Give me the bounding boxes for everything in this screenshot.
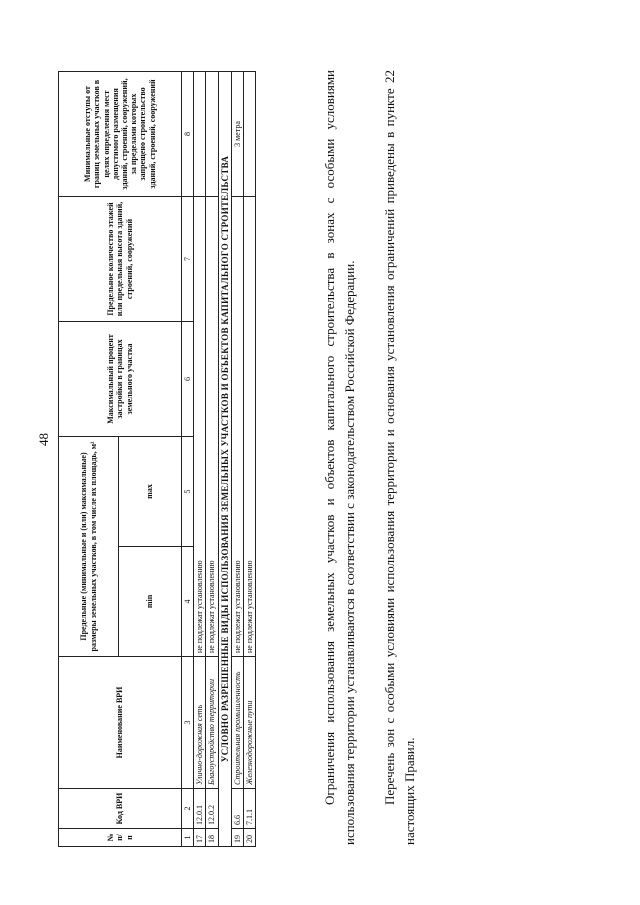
col-number: 7 <box>182 197 194 322</box>
table-row <box>231 72 243 847</box>
table-row <box>206 72 218 847</box>
row-setback <box>206 72 218 197</box>
header-floors: Предельное количество этажей или предельная высота зданий, строений, сооружений <box>59 197 182 322</box>
section-row <box>218 72 231 847</box>
row-value: не подлежат установлению <box>244 197 256 657</box>
col-number: 5 <box>182 437 194 547</box>
header-percent: Максимальный процент застройки в границах земельного участка <box>59 322 182 437</box>
col-number: 8 <box>182 72 194 197</box>
row-num: 18 <box>206 829 218 847</box>
row-num: 19 <box>231 829 243 847</box>
row-code: 12.0.1 <box>194 789 206 829</box>
header-num: № п/п <box>59 829 182 847</box>
row-setback: 3 метра <box>231 72 243 197</box>
table-row <box>244 72 256 847</box>
table-row <box>194 72 206 847</box>
row-setback <box>244 72 256 197</box>
row-num: 20 <box>244 829 256 847</box>
row-name: Строительная промышленность <box>231 657 243 789</box>
row-num: 17 <box>194 829 206 847</box>
restrictions-paragraph: Ограничения использования земельных участков и объектов капитального строительства в зонах с особыми условиями использования территории устанавливаются в соответствии с законодательством Российской Федерации. <box>322 70 358 845</box>
row-value: не подлежат установлению <box>206 197 218 657</box>
col-number: 6 <box>182 322 194 437</box>
header-area: Предельные (минимальные и (или) максимальные) размеры земельных участков, в том числе их площадь, м² <box>59 437 119 657</box>
row-name: Улично-дорожная сеть <box>194 657 206 789</box>
row-name: Благоустройство территории <box>206 657 218 789</box>
header-max: max <box>119 437 182 547</box>
col-number: 2 <box>182 789 194 829</box>
header-code: Код ВРИ <box>59 789 182 829</box>
header-name: Наименование ВРИ <box>59 657 182 789</box>
table-header-row <box>59 72 119 847</box>
row-value: не подлежат установлению <box>194 197 206 657</box>
header-setback: Минимальные отступы от границ земельных участков в целях определения мест допустимого размещения зданий, строений, сооружений, за пределами которых запрещено строительство зданий, строений, сооружений <box>59 72 182 197</box>
column-number-row <box>182 72 194 847</box>
col-number: 1 <box>182 829 194 847</box>
row-value: не подлежат установлению <box>231 197 243 657</box>
section-title: УСЛОВНО РАЗРЕШЕННЫЕ ВИДЫ ИСПОЛЬЗОВАНИЯ ЗЕМЕЛЬНЫХ УЧАСТКОВ И ОБЪЕКТОВ КАПИТАЛЬНОГО СТРОИТЕЛЬСТВА <box>218 72 231 847</box>
row-code: 7.1.1 <box>244 789 256 829</box>
row-name: Железнодорожные пути <box>244 657 256 789</box>
row-code: 6.6 <box>231 789 243 829</box>
row-setback <box>194 72 206 197</box>
header-min: min <box>119 547 182 657</box>
row-code: 12.0.2 <box>206 789 218 829</box>
zoning-parameters-table <box>58 71 256 847</box>
zones-list-paragraph: Перечень зон с особыми условиями использования территории и основания установления ограничений приведены в пункте 22 настоящих Правил. <box>382 70 418 845</box>
col-number: 3 <box>182 657 194 789</box>
page-number: 48 <box>36 433 51 446</box>
col-number: 4 <box>182 547 194 657</box>
